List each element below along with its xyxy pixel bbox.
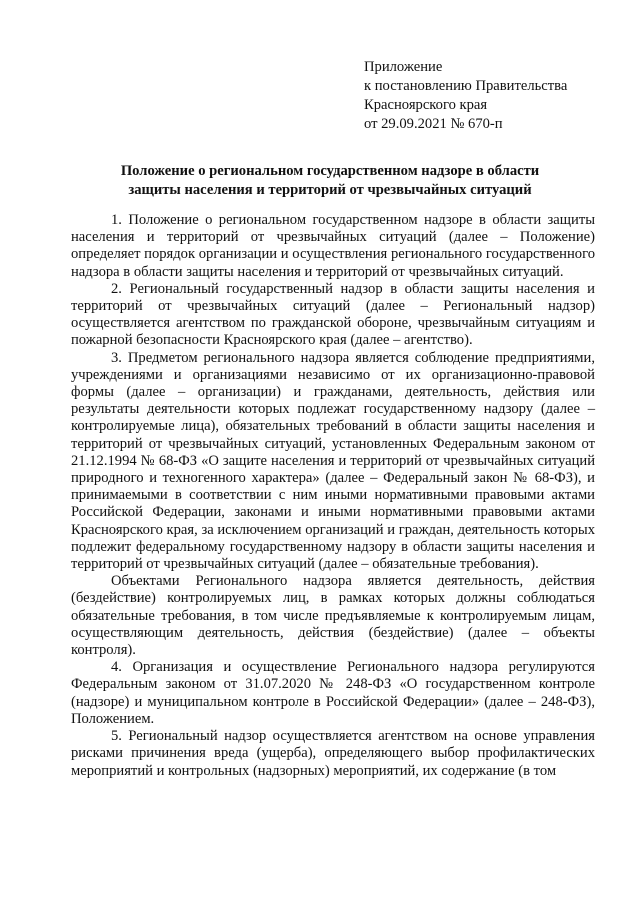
paragraph-2: 2. Региональный государственный надзор в области защиты населения и территорий от чрезвычайных ситуаций (далее – Региональный надзор) осуществляется агентством по гражданской обороне, чрезвычайным ситуациям и пожарной безопасности Красноярского края (далее – агентство).: [71, 280, 595, 349]
document-title: [60, 162, 600, 200]
paragraph-1: 1. Положение о региональном государственном надзоре в области защиты населения и территорий от чрезвычайных ситуаций (далее – Положение) определяет порядок организации и осуществления регионального государственного надзора в области защиты населения и территорий от чрезвычайных ситуаций.: [71, 212, 595, 280]
appendix-line-3: Красноярского края: [364, 97, 488, 113]
title-line-2: защиты населения и территорий от чрезвычайных ситуаций: [128, 182, 532, 198]
paragraph-4: Объектами Регионального надзора является деятельность, действия (бездействие) контролируемых лиц, в рамках которых должны соблюдаться обязательные требования, в том числе предъявляемые к контролируемым лицам, осуществляющим деятельность, действия (бездействие) (далее – объекты контроля).: [71, 573, 595, 659]
appendix-line-2: к постановлению Правительства: [364, 78, 568, 94]
paragraph-3: 3. Предметом регионального надзора является соблюдение предприятиями, учреждениями и организациями независимо от их организационно-правовой формы (далее – организации) и гражданами, деятельность, действия или результаты деятельности которых подлежат государственному надзору (далее – контролируемые лица), обязательных требований в области защиты населения и территорий от чрезвычайных ситуаций, установленных Федеральным законом от 21.12.1994 № 68-ФЗ «О защите населения и территорий от чрезвычайных ситуаций природного и техногенного характера» (далее – Федеральный закон № 68-ФЗ), и принимаемыми в соответствии с ним иными нормативными правовыми актами Российской Федерации, законами и иными нормативными правовыми актами Красноярского края, за исключением организаций и граждан, деятельность которых подлежит федеральному государственному надзору в области защиты населения и территорий от чрезвычайных ситуаций (далее – обязательные требования).: [71, 349, 595, 573]
appendix-block: [364, 58, 624, 134]
document-body: [71, 212, 595, 780]
appendix-line-4: от 29.09.2021 № 670-п: [364, 116, 503, 132]
appendix-line-1: Приложение: [364, 59, 443, 75]
title-line-1: Положение о региональном государственном надзоре в области: [120, 163, 540, 179]
paragraph-6: 5. Региональный надзор осуществляется агентством на основе управления рисками причинения вреда (ущерба), определяющего выбор профилактических мероприятий и контрольных (надзорных) мероприятий, их содержание (в том: [71, 728, 595, 779]
paragraph-5: 4. Организация и осуществление Регионального надзора регулируются Федеральным законом от 31.07.2020 № 248-ФЗ «О государственном контроле (надзоре) и муниципальном контроле в Российской Федерации» (далее – 248-ФЗ), Положением.: [71, 659, 595, 727]
